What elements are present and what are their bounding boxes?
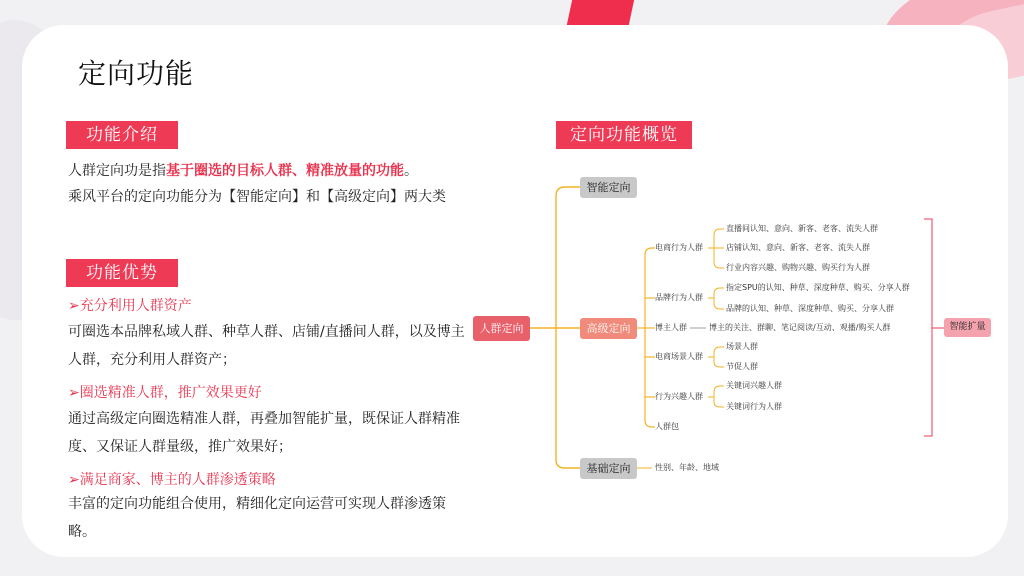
intro-tag: 功能介绍 [66, 121, 178, 149]
mindmap-leaf: 店铺认知、意向、新客、老客、流失人群 [726, 243, 870, 252]
mindmap-root-node: 人群定向 [473, 316, 530, 341]
page-title: 定向功能 [78, 57, 195, 90]
intro-line-1-suffix: 。 [404, 163, 418, 179]
mindmap-basic-detail: 性别、年龄、地域 [655, 463, 719, 472]
mindmap-leaf: 博主的关注、群聊、笔记阅读/互动、观播/购买人群 [709, 323, 891, 332]
mindmap-leaf: 关键词行为人群 [726, 402, 782, 411]
advantage-1-body: 可圈选本品牌私域人群、种草人群、店铺/直播间人群，以及博主人群，充分利用人群资产； [68, 324, 465, 368]
mindmap-leaf: 节促人群 [726, 362, 758, 371]
mindmap-leaf: 关键词兴趣人群 [726, 381, 782, 390]
mindmap-group-brand: 品牌行为人群 [655, 293, 703, 302]
mindmap-leaf: 场景人群 [726, 342, 758, 351]
mindmap-group-scene: 电商场景人群 [655, 352, 703, 361]
advantage-3-body: 丰富的定向功能组合使用，精细化定向运营可实现人群渗透策略。 [68, 496, 446, 540]
mindmap-leaf: 品牌的认知、种草、深度种草、购买、分享人群 [726, 304, 894, 313]
mindmap-group-interest: 行为兴趣人群 [655, 392, 703, 401]
mindmap-advanced-node: 高级定向 [580, 318, 637, 339]
mindmap-leaf: 指定SPU的认知、种草、深度种草、购买、分享人群 [726, 283, 910, 292]
advantages-tag: 功能优势 [66, 259, 178, 287]
advantage-3-title: ➢满足商家、博主的人群渗透策略 [68, 472, 276, 488]
intro-line-2: 乘风平台的定向功能分为【智能定向】和【高级定向】两大类 [68, 189, 446, 205]
mindmap-group-pack: 人群包 [655, 422, 679, 431]
mindmap-group-blogger: 博主人群 [655, 323, 687, 332]
mindmap-smart-node: 智能定向 [580, 177, 637, 198]
advantage-1-title: ➢充分利用人群资产 [68, 298, 192, 314]
advantage-2-title: ➢圈选精准人群，推广效果更好 [68, 385, 262, 401]
advantage-2-body: 通过高级定向圈选精准人群，再叠加智能扩量，既保证人群精准度、又保证人群量级，推广效果好； [68, 411, 460, 455]
intro-line-1-highlight: 基于圈选的目标人群、精准放量的功能 [166, 163, 404, 179]
intro-line-1-prefix: 人群定向功是指 [68, 163, 166, 179]
mindmap-leaf: 直播间认知、意向、新客、老客、流失人群 [726, 224, 878, 233]
mindmap-leaf: 行业内容兴趣、购物兴趣、购买行为人群 [726, 263, 870, 272]
mindmap-group-ecom: 电商行为人群 [655, 243, 703, 252]
mindmap-expand-node: 智能扩量 [944, 318, 991, 337]
mindmap-basic-node: 基础定向 [580, 458, 637, 479]
overview-tag: 定向功能概览 [556, 121, 692, 149]
